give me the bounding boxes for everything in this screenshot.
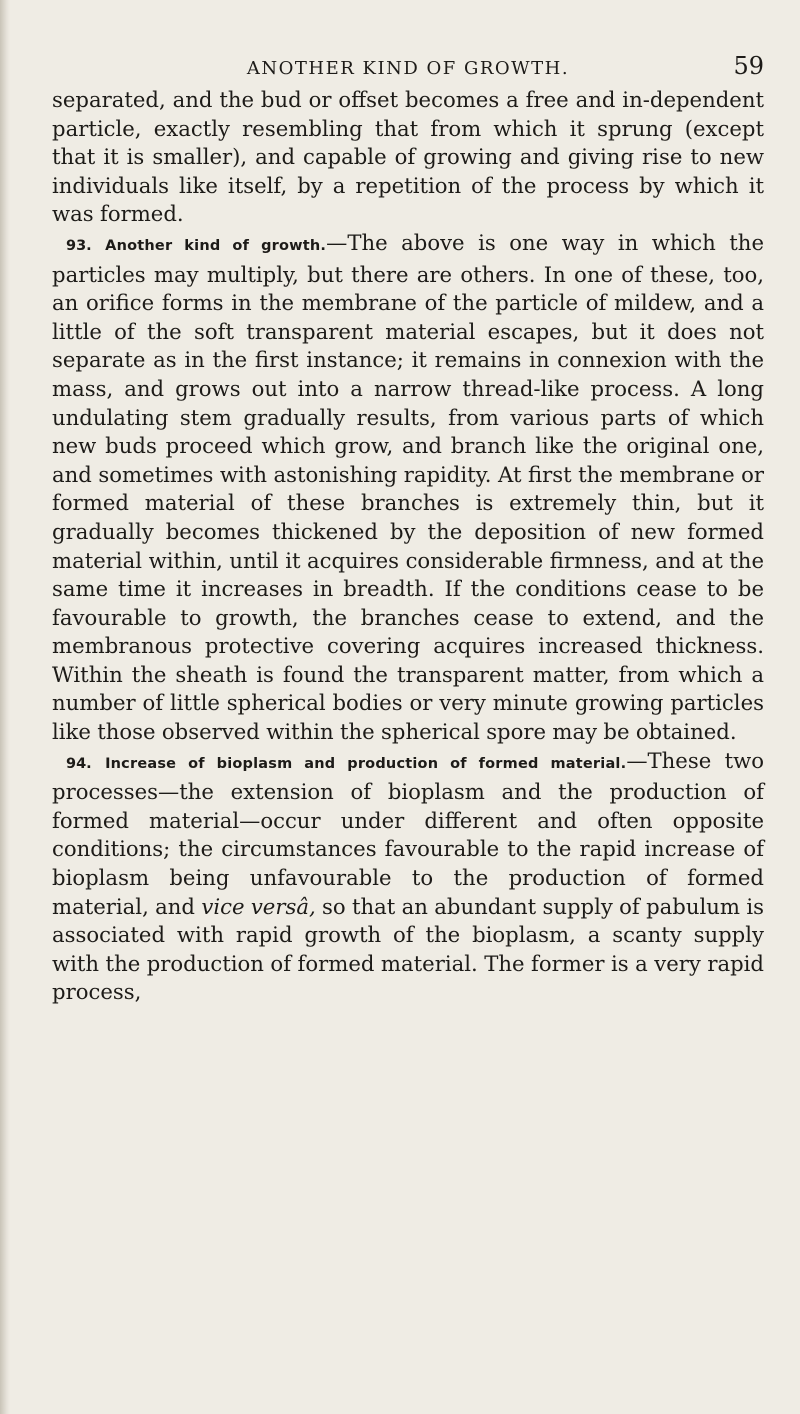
section-heading: Another kind of growth. <box>105 237 327 254</box>
section-93 <box>52 229 764 747</box>
section-94 <box>52 747 764 1007</box>
italic-phrase: vice versâ, <box>201 893 316 919</box>
section-text-continued: so that an abundant supply of pabulum is associated with rapid growth of the bioplasm, a scanty supply with the production of formed material. The former is a very rapid process, <box>52 893 765 1005</box>
section-number: 93. <box>66 237 92 254</box>
running-title: ANOTHER KIND OF GROWTH. <box>246 58 570 79</box>
section-heading: Increase of bioplasm and production of formed material. <box>105 755 627 772</box>
section-text: —These two processes—the extension of bioplasm and the production of formed material—occur under different and often opposite conditions; the circumstances favourable to the rapid increase of bioplasm being unfavourable to the production of formed material, and <box>52 747 764 919</box>
section-text: —The above is one way in which the particles may multiply, but there are others. In one of these, too, an orifice forms in the membrane of the particle of mildew, and a little of the soft transparent material escapes, but it does not separate as in the first instance; it remains in connexion with the mass, and grows out into a narrow thread-like process. A long undulating stem gradually results, from various parts of which new buds proceed which grow, and branch like the original one, and sometimes with astonishing rapidity. At first the membrane or formed material of these branches is extremely thin, but it gradually becomes thickened by the deposition of new formed material within, until it acquires considerable firmness, and at the same time it increases in breadth. If the conditions cease to be favourable to growth, the branches cease to extend, and the membranous protective covering acquires increased thickness. Within the sheath is found the transparent matter, from which a number of little spherical bodies or very minute growing particles like those observed within the spherical spore may be obtained. <box>52 229 764 745</box>
page-gutter-shadow <box>0 0 10 1414</box>
paragraph-continued: separated, and the bud or offset becomes a free and in-dependent particle, exactly resembling that from which it sprung (except that it is smaller), and capable of growing and giving rise to new individuals like itself, by a repetition of the process by which it was formed. <box>52 87 764 227</box>
book-page <box>52 0 764 1007</box>
section-number: 94. <box>66 755 92 772</box>
running-header <box>52 0 764 80</box>
page-number: 59 <box>733 52 764 80</box>
body-text <box>52 80 764 1007</box>
